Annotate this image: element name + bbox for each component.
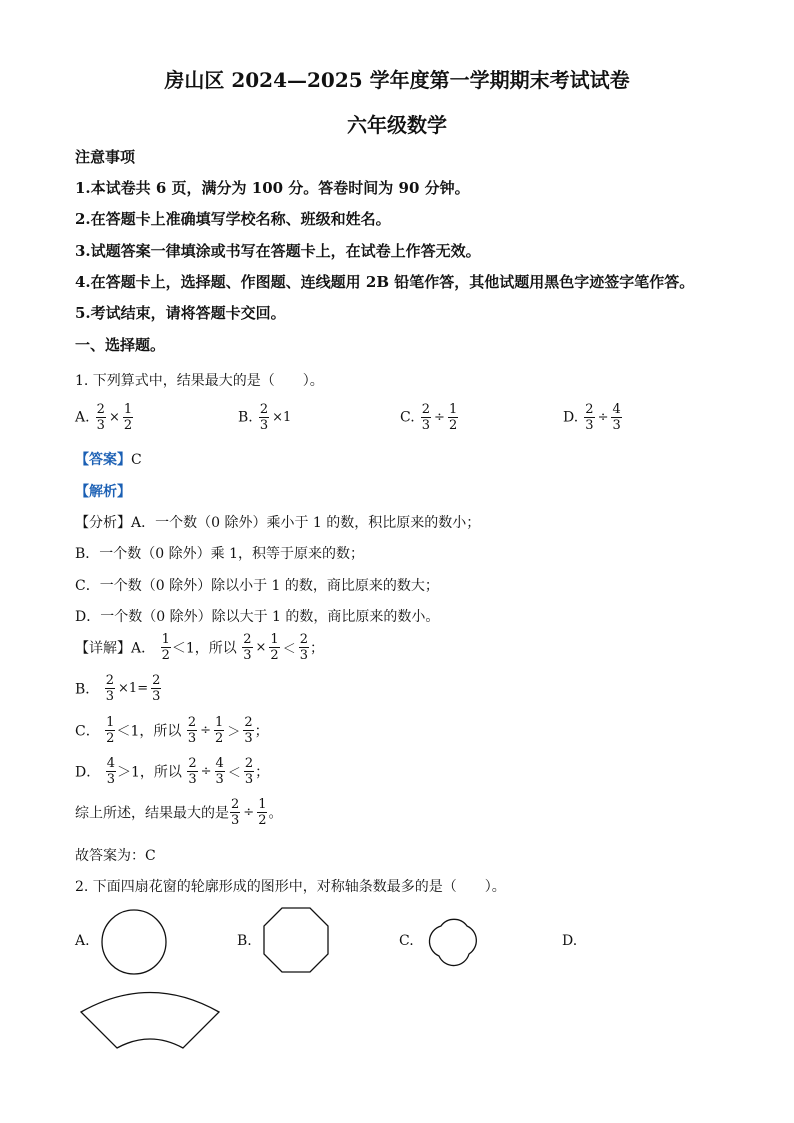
notice-item: 2.在答题卡上准确填写学校名称、班级和姓名。 [75,210,391,228]
detail-line-c: C． $\frac{1}{2}$ ＜1，所以 $\frac{2}{3}$ ÷ $\frac{1}{2}$ ＞ $\frac{2}{3}$ ； [75,715,269,746]
detail-line-b: B． $\frac{2}{3}$ ×1= $\frac{2}{3}$ [75,673,161,704]
analysis-line: D．一个数（0 除外）除以大于 1 的数，商比原来的数小。 [75,609,440,625]
notice-heading: 注意事项 [75,148,136,166]
option-label: B. [237,933,252,949]
octagon-window-shape [262,906,330,974]
four-lobed-window-shape [419,906,489,976]
exam-subtitle: 六年级数学 [347,113,447,137]
summary-line: 综上所述，结果最大的是 $\frac{2}{3}$ ÷ $\frac{1}{2}$ 。 [75,797,283,828]
fraction: $\frac{2}{3}$ [421,402,431,433]
option-label: C. [399,933,414,949]
question-2-stem: 2. 下面四扇花窗的轮廓形成的图形中，对称轴条数最多的是（ ）。 [75,879,506,895]
fraction: $\frac{1}{2}$ [123,402,133,433]
answer-tag: 【答案】 [75,452,131,468]
analysis-tag: 【解析】 [75,484,131,500]
notice-item: 4.在答题卡上，选择题、作图题、连线题用 2B 铅笔作答，其他试题用黑色字迹签字笔作答。 [75,273,695,291]
answer-value: C [131,452,142,468]
analysis-line: B．一个数（0 除外）乘 1，积等于原来的数； [75,546,365,562]
option-c: C. $\frac{2}{3}$ ÷ $\frac{1}{2}$ [400,402,458,433]
option-label: A. [75,933,90,949]
option-label: D. [563,409,579,426]
option-b: B. $\frac{2}{3}$ ×1 [238,402,292,433]
fraction: $\frac{2}{3}$ [585,402,594,433]
fraction: $\frac{1}{2}$ [448,402,458,433]
fan-window-shape [78,985,224,1055]
circle-window-shape [100,908,168,976]
fraction: $\frac{2}{3}$ [96,402,105,433]
option-a: A. $\frac{2}{3}$ × $\frac{1}{2}$ [75,402,133,433]
analysis-line: 【分析】A．一个数（0 除外）乘小于 1 的数，积比原来的数小； [75,515,481,531]
option-label: D. [562,933,578,949]
answer-line [75,449,142,469]
option-label: B. [238,409,253,426]
final-answer: 故答案为：C [75,848,156,864]
notice-item: 3.试题答案一律填涂或书写在答题卡上，在试卷上作答无效。 [75,242,481,260]
notice-item: 1.本试卷共 6 页，满分为 100 分。答卷时间为 90 分钟。 [75,179,470,197]
notice-item: 5.考试结束，请将答题卡交回。 [75,304,286,322]
question-1-stem: 1. 下列算式中，结果最大的是（ ）。 [75,373,324,389]
fraction: $\frac{2}{3}$ [259,402,269,433]
section-heading: 一、选择题。 [75,336,166,354]
analysis-line: C．一个数（0 除外）除以小于 1 的数，商比原来的数大； [75,578,439,594]
detail-line-a: 【详解】A． $\frac{1}{2}$ ＜1，所以 $\frac{2}{3}$ × $\frac{1}{2}$ ＜ $\frac{2}{3}$ ； [75,632,324,663]
option-d: D. $\frac{2}{3}$ ÷ $\frac{4}{3}$ [563,402,621,433]
option-label: A. [75,409,90,426]
exam-title: 房山区 2024—2025 学年度第一学期期末考试试卷 [164,68,630,92]
detail-line-d: D． $\frac{4}{3}$ ＞1，所以 $\frac{2}{3}$ ÷ $\frac{4}{3}$ ＜ $\frac{2}{3}$ ； [75,756,270,787]
option-label: C. [400,409,415,426]
fraction: $\frac{4}{3}$ [612,402,621,433]
